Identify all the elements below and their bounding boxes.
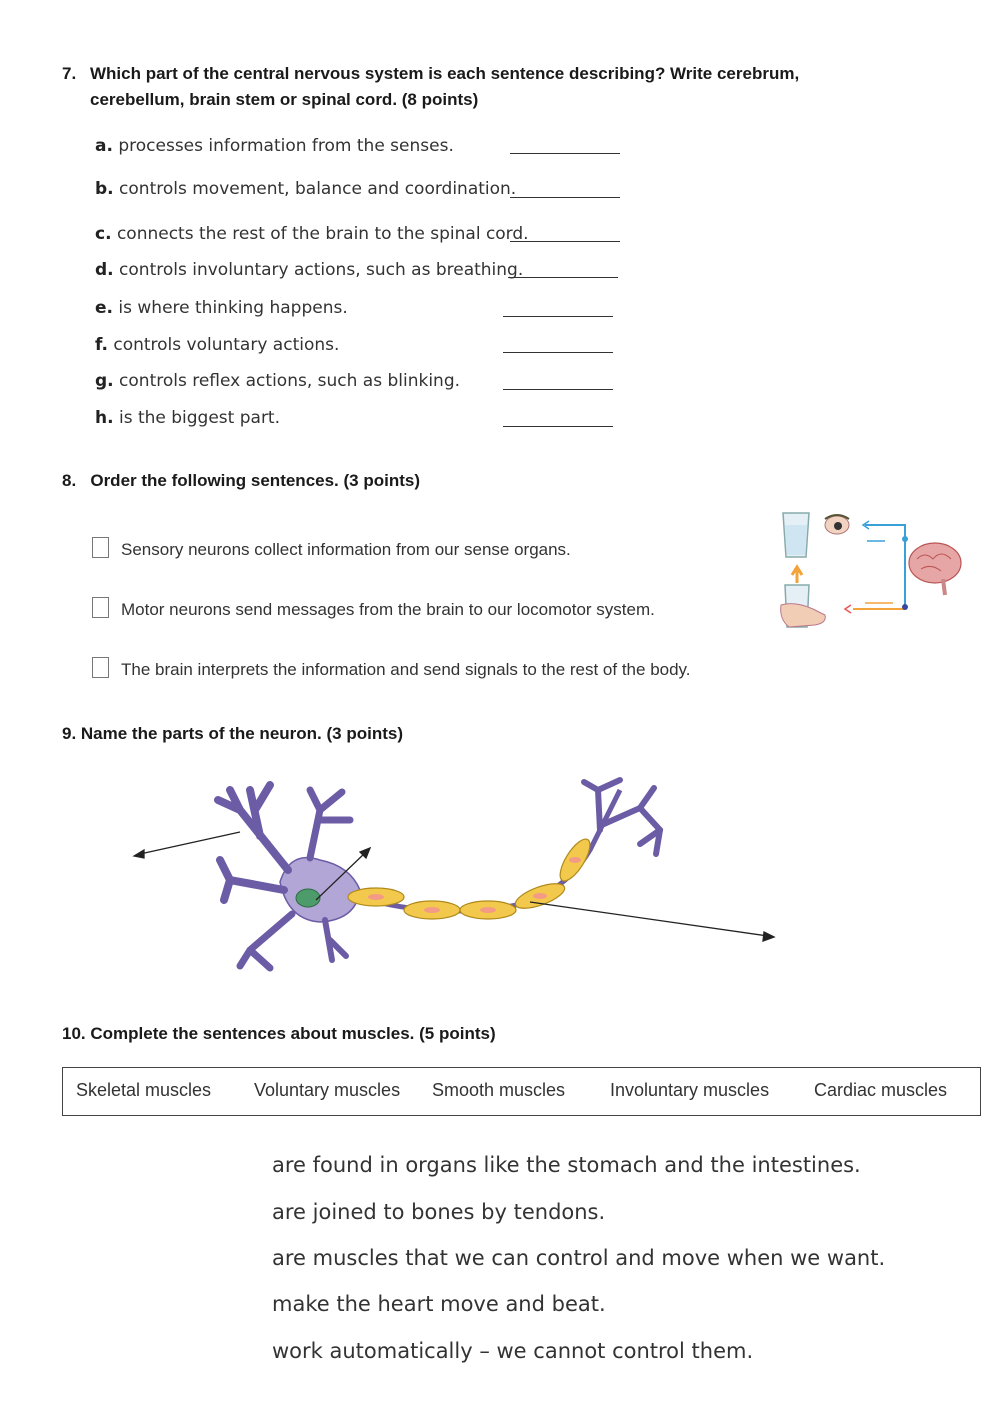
q7-title-line2: cerebellum, brain stem or spinal cord. (8 points) bbox=[90, 90, 479, 109]
nucleus bbox=[296, 889, 320, 907]
word-bank-item: Cardiac muscles bbox=[814, 1080, 948, 1100]
answer-blank-c[interactable] bbox=[510, 241, 620, 242]
order-sentence-3: The brain interprets the information and send signals to the rest of the body. bbox=[121, 660, 691, 679]
q9-title-suffix: . (3 points) bbox=[317, 724, 403, 743]
item-text: controls voluntary actions. bbox=[113, 335, 340, 355]
item-text: controls reflex actions, such as blinking. bbox=[119, 371, 461, 391]
cell-body bbox=[218, 785, 360, 968]
muscle-sentence-3: are muscles that we can control and move when we want. bbox=[272, 1246, 886, 1270]
word-bank bbox=[62, 1067, 981, 1116]
item-letter: d. bbox=[95, 260, 114, 280]
order-checkbox-2[interactable] bbox=[92, 597, 109, 618]
item-letter: c. bbox=[95, 224, 112, 244]
q9-title-main: 9. Name the parts of the neuron bbox=[62, 724, 318, 743]
brain-icon bbox=[909, 543, 961, 595]
word-bank-item: Skeletal muscles bbox=[76, 1080, 212, 1100]
item-letter: a. bbox=[95, 136, 113, 156]
order-checkbox-3[interactable] bbox=[92, 657, 109, 678]
q7-item-b bbox=[95, 179, 516, 199]
q7-item-e bbox=[95, 298, 348, 318]
item-letter: b. bbox=[95, 179, 114, 199]
q7-item-h bbox=[95, 408, 280, 428]
answer-blank-e[interactable] bbox=[503, 316, 613, 317]
muscle-sentence-5: work automatically – we cannot control them. bbox=[272, 1339, 754, 1363]
word-bank-item: Voluntary muscles bbox=[254, 1080, 401, 1100]
q7-item-d bbox=[95, 260, 523, 280]
answer-blank-a[interactable] bbox=[510, 153, 620, 154]
q9-title bbox=[62, 720, 403, 747]
item-letter: f. bbox=[95, 335, 108, 355]
answer-blank-g[interactable] bbox=[503, 389, 613, 390]
q7-item-f bbox=[95, 335, 339, 355]
item-text: connects the rest of the brain to the spinal cord. bbox=[116, 224, 529, 244]
q7-item-a bbox=[95, 136, 454, 156]
answer-blank-b[interactable] bbox=[510, 197, 620, 198]
q7-title-line1: Which part of the central nervous system is each sentence describing? Write cerebrum, bbox=[90, 64, 800, 83]
q8-title: 8. Order the following sentences. (3 points) bbox=[62, 471, 420, 490]
order-sentence-2: Motor neurons send messages from the brain to our locomotor system. bbox=[121, 600, 655, 619]
order-sentence-1: Sensory neurons collect information from our sense organs. bbox=[121, 540, 571, 559]
item-letter: g. bbox=[95, 371, 114, 391]
q7-item-g bbox=[95, 371, 460, 391]
q7-item-c bbox=[95, 224, 529, 244]
item-text: controls movement, balance and coordination. bbox=[119, 179, 517, 199]
nerve-pathway bbox=[845, 521, 908, 613]
item-text: controls involuntary actions, such as breathing. bbox=[119, 260, 524, 280]
item-letter: h. bbox=[95, 408, 114, 428]
muscle-sentence-2: are joined to bones by tendons. bbox=[272, 1200, 606, 1224]
item-text: is where thinking happens. bbox=[118, 298, 348, 318]
q7-number: 7. bbox=[62, 64, 77, 83]
reflex-arc-illustration bbox=[775, 505, 970, 635]
eye-icon bbox=[825, 515, 849, 534]
glass-icon bbox=[783, 513, 809, 557]
item-letter: e. bbox=[95, 298, 113, 318]
answer-blank-d[interactable] bbox=[508, 277, 618, 278]
order-checkbox-1[interactable] bbox=[92, 537, 109, 558]
hand-glass-icon bbox=[781, 585, 826, 627]
item-text: processes information from the senses. bbox=[118, 136, 454, 156]
word-bank-item: Involuntary muscles bbox=[610, 1080, 770, 1100]
arrow-up-icon bbox=[792, 567, 802, 583]
q10-title: 10. Complete the sentences about muscles. (5 points) bbox=[62, 1024, 496, 1043]
muscle-sentence-1: are found in organs like the stomach and the intestines. bbox=[272, 1153, 861, 1177]
item-text: is the biggest part. bbox=[118, 408, 281, 428]
answer-blank-f[interactable] bbox=[503, 352, 613, 353]
neuron-diagram bbox=[120, 770, 800, 975]
muscle-sentence-4: make the heart move and beat. bbox=[272, 1292, 606, 1316]
answer-blank-h[interactable] bbox=[503, 426, 613, 427]
word-bank-item: Smooth muscles bbox=[432, 1080, 566, 1100]
